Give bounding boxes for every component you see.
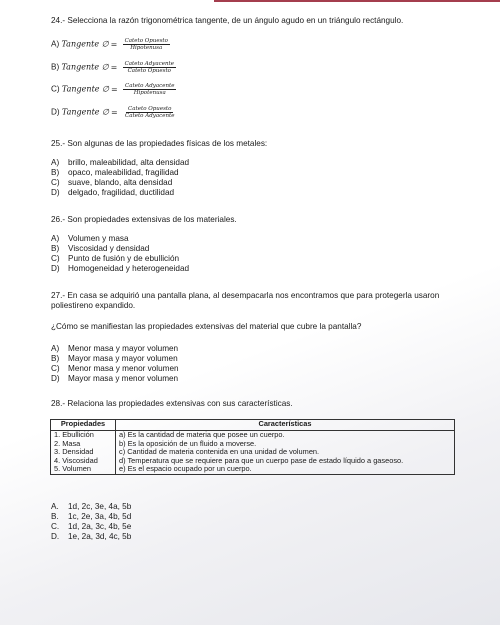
option-text: delgado, fragilidad, ductilidad: [68, 188, 175, 197]
question-27-text-line2: poliestireno expandido.: [51, 301, 136, 310]
q26-option-b[interactable]: [51, 244, 189, 254]
q26-options: [51, 234, 189, 274]
q25-options: [51, 158, 189, 198]
option-letter: A): [51, 158, 60, 167]
equals-sign: =: [111, 84, 118, 94]
option-text: Viscosidad y densidad: [68, 244, 150, 253]
fraction: [123, 83, 176, 96]
property-item: 3. Densidad: [54, 447, 94, 457]
q28-option-a[interactable]: [51, 502, 131, 512]
option-text: Mayor masa y menor volumen: [68, 374, 179, 383]
option-letter: A): [51, 344, 60, 353]
option-letter: D.: [51, 532, 60, 541]
q27-option-b[interactable]: [51, 354, 179, 364]
q25-option-b[interactable]: [51, 168, 189, 178]
question-26-text: 26.- Son propiedades extensivas de los materiales.: [51, 215, 237, 224]
characteristic-item: b) Es la oposición de un fluido a moverse.: [119, 438, 257, 448]
properties-table: [50, 419, 455, 475]
characteristic-item: c) Cantidad de materia contenida en una unidad de volumen.: [119, 447, 320, 457]
fraction-denominator: Cateto Adyacente: [125, 113, 175, 119]
option-letter: A): [51, 39, 60, 49]
property-item: 4. Viscosidad: [54, 455, 98, 465]
option-text: brillo, maleabilidad, alta densidad: [68, 158, 190, 167]
fraction: [123, 61, 176, 74]
option-letter: A.: [51, 502, 59, 511]
q28-options: [51, 502, 131, 542]
property-item: 5. Volumen: [54, 464, 91, 474]
option-text: Menor masa y menor volumen: [68, 364, 179, 373]
properties-cell: [51, 431, 116, 475]
q26-option-a[interactable]: [51, 234, 189, 244]
option-letter: D): [51, 374, 60, 383]
option-text: opaco, maleabilidad, fragilidad: [68, 168, 179, 177]
option-letter: C): [51, 178, 60, 187]
characteristics-cell: [116, 431, 455, 475]
equals-sign: =: [110, 39, 118, 49]
q24-option-a[interactable]: [51, 38, 170, 51]
question-28-text: 28.- Relaciona las propiedades extensivas con sus características.: [51, 399, 293, 408]
option-letter: C.: [51, 522, 60, 531]
option-letter: B): [51, 168, 60, 177]
option-letter: A): [51, 234, 60, 243]
option-letter: D): [51, 107, 60, 117]
characteristic-item: d) Temperatura que se requiere para que un cuerpo pase de estado líquido a gaseoso.: [119, 455, 404, 465]
option-letter: B): [51, 62, 60, 72]
header-characteristics: Características: [116, 420, 455, 431]
equals-sign: =: [110, 62, 118, 72]
q24-option-c[interactable]: [51, 83, 176, 96]
q28-option-b[interactable]: [51, 512, 131, 522]
option-letter: B): [51, 354, 60, 363]
q24-option-b[interactable]: [51, 61, 176, 74]
fraction-denominator: Hipotenusa: [133, 90, 166, 96]
q24-option-d[interactable]: [51, 106, 176, 119]
equals-sign: =: [111, 107, 118, 117]
q25-option-a[interactable]: [51, 158, 189, 168]
option-letter: C): [51, 84, 60, 94]
option-letter: C): [51, 364, 60, 373]
question-25-text: 25.- Son algunas de las propiedades físicas de los metales:: [51, 139, 268, 148]
q25-option-d[interactable]: [51, 188, 189, 198]
fraction-numerator: Cateto Adyacente: [125, 83, 175, 89]
option-text: 1d, 2a, 3c, 4b, 5e: [68, 522, 132, 531]
q27-options: [51, 344, 179, 384]
question-27-subquestion: ¿Cómo se manifiestan las propiedades extensivas del material que cubre la pantalla?: [51, 322, 362, 331]
q27-option-c[interactable]: [51, 364, 179, 374]
q28-option-c[interactable]: [51, 522, 131, 532]
option-letter: D): [51, 188, 60, 197]
table-body-row: [51, 431, 455, 475]
tangent-label: Tangente ∅: [61, 39, 109, 49]
tangent-label: Tangente ∅: [61, 62, 109, 72]
option-text: Homogeneidad y heterogeneidad: [68, 264, 190, 273]
property-item: 1. Ebullición: [54, 430, 94, 439]
option-letter: B): [51, 244, 60, 253]
option-text: 1d, 2c, 3e, 4a, 5b: [68, 502, 132, 511]
fraction: [123, 106, 176, 119]
option-text: Volumen y masa: [68, 234, 129, 243]
option-text: Punto de fusión y de ebullición: [68, 254, 180, 263]
option-letter: C): [51, 254, 60, 263]
fraction-numerator: Cateto Opuesto: [124, 38, 168, 44]
option-text: Menor masa y mayor volumen: [68, 344, 179, 353]
fraction-denominator: Hipotenusa: [130, 45, 163, 51]
fraction-numerator: Cateto Adyacente: [124, 61, 175, 67]
header-properties: Propiedades: [51, 420, 116, 431]
q28-option-d[interactable]: [51, 532, 131, 542]
question-24-text: 24.- Selecciona la razón trigonométrica tangente, de un ángulo agudo en un triángulo rectángulo.: [51, 16, 404, 25]
q27-option-d[interactable]: [51, 374, 179, 384]
fraction-denominator: Cateto Opuesto: [127, 68, 171, 74]
option-letter: D): [51, 264, 60, 273]
fraction-numerator: Cateto Opuesto: [128, 106, 172, 112]
tangent-label: Tangente ∅: [61, 84, 110, 94]
q26-option-d[interactable]: [51, 264, 189, 274]
question-27-text-line1: 27.- En casa se adquirió una pantalla plana, al desempacarla nos encontramos que para protegerla usaron: [51, 291, 440, 300]
option-text: suave, blando, alta densidad: [68, 178, 173, 187]
option-text: 1c, 2e, 3a, 4b, 5d: [68, 512, 132, 521]
option-text: Mayor masa y mayor volumen: [68, 354, 178, 363]
characteristic-item: a) Es la cantidad de materia que posee un cuerpo.: [119, 430, 285, 439]
table-header-row: [51, 420, 455, 431]
fraction: [123, 38, 170, 51]
option-text: 1e, 2a, 3d, 4c, 5b: [68, 532, 132, 541]
option-letter: B.: [51, 512, 59, 521]
property-item: 2. Masa: [54, 438, 81, 448]
q27-option-a[interactable]: [51, 344, 179, 354]
q25-option-c[interactable]: [51, 178, 189, 188]
tangent-label: Tangente ∅: [61, 107, 110, 117]
characteristic-item: e) Es el espacio ocupado por un cuerpo.: [119, 464, 252, 474]
q26-option-c[interactable]: [51, 254, 189, 264]
